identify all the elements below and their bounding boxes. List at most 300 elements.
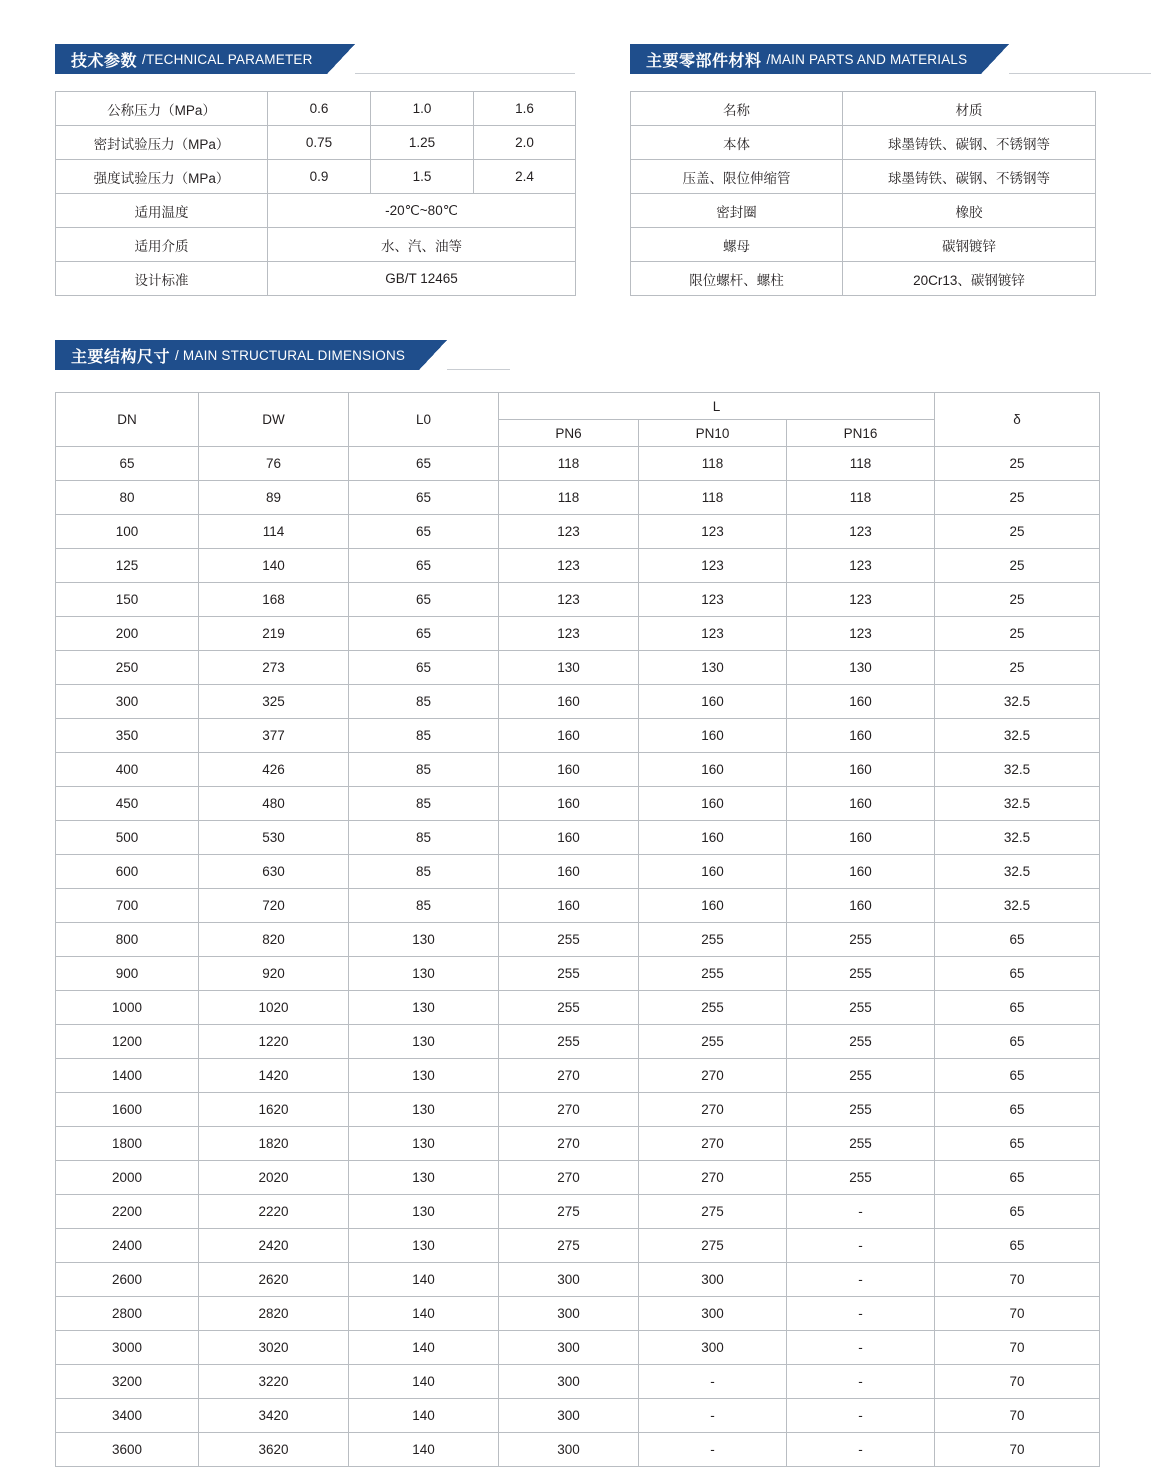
dim-l-pn16: 118 [787,447,935,481]
dim-col-dw: DW [199,393,349,447]
table-row [56,1229,1100,1263]
dim-l-pn10: 275 [639,1229,787,1263]
dim-l-pn10: 130 [639,651,787,685]
dim-dw: 3420 [199,1399,349,1433]
dim-l-pn6: 118 [499,481,639,515]
dim-col-pn6: PN6 [499,420,639,447]
dim-l-pn16: 160 [787,855,935,889]
dim-l-pn16: - [787,1433,935,1467]
table-row [56,194,576,228]
dim-col-l: L [499,393,935,420]
technical-row-label: 适用介质 [56,228,268,262]
materials-header [630,44,1151,74]
dim-delta: 32.5 [935,821,1100,855]
dim-dn: 65 [56,447,199,481]
dim-dw: 2620 [199,1263,349,1297]
table-row [56,126,576,160]
dim-l-pn6: 275 [499,1229,639,1263]
dim-l0: 130 [349,923,499,957]
dim-l-pn6: 160 [499,855,639,889]
table-row [56,651,1100,685]
dim-dw: 480 [199,787,349,821]
material-part-material: 橡胶 [843,194,1096,228]
header-rule [355,73,575,74]
dim-dn: 1400 [56,1059,199,1093]
material-part-material: 碳钢镀锌 [843,228,1096,262]
technical-row-value: 1.6 [474,92,576,126]
dim-delta: 65 [935,1093,1100,1127]
dim-dw: 1420 [199,1059,349,1093]
dim-l-pn6: 160 [499,787,639,821]
dim-l-pn6: 160 [499,753,639,787]
table-row [56,1399,1100,1433]
dim-dn: 300 [56,685,199,719]
table-row [56,1433,1100,1467]
dim-l-pn6: 270 [499,1059,639,1093]
technical-row-label: 适用温度 [56,194,268,228]
dim-dn: 2400 [56,1229,199,1263]
dim-delta: 25 [935,583,1100,617]
dim-l-pn16: 255 [787,991,935,1025]
dim-l-pn6: 270 [499,1093,639,1127]
dim-l-pn6: 255 [499,957,639,991]
dim-delta: 32.5 [935,685,1100,719]
dim-dn: 1000 [56,991,199,1025]
dim-col-delta: δ [935,393,1100,447]
dimensions-header-row-main [56,393,1100,420]
table-row [56,719,1100,753]
header-bar-slant [981,44,1009,74]
dim-dn: 150 [56,583,199,617]
dim-dn: 3400 [56,1399,199,1433]
dim-l-pn6: 255 [499,991,639,1025]
dim-l0: 85 [349,889,499,923]
material-part-name: 限位螺杆、螺柱 [631,262,843,296]
dim-delta: 32.5 [935,855,1100,889]
table-row [56,1127,1100,1161]
table-row [56,617,1100,651]
dim-dn: 1800 [56,1127,199,1161]
table-row [56,685,1100,719]
top-section-row [0,44,1151,296]
table-row [56,855,1100,889]
table-row [56,515,1100,549]
dim-delta: 65 [935,1161,1100,1195]
table-row [56,92,576,126]
dim-l-pn10: 160 [639,855,787,889]
dim-dn: 1200 [56,1025,199,1059]
technical-parameter-header-bar [55,44,327,74]
dim-l-pn16: 255 [787,1127,935,1161]
dim-col-pn10: PN10 [639,420,787,447]
dim-dn: 2000 [56,1161,199,1195]
dim-delta: 70 [935,1433,1100,1467]
dim-l-pn6: 118 [499,447,639,481]
dim-l0: 130 [349,1093,499,1127]
dim-delta: 32.5 [935,787,1100,821]
table-row [56,1331,1100,1365]
dim-dw: 219 [199,617,349,651]
dim-l-pn6: 300 [499,1263,639,1297]
dim-dn: 700 [56,889,199,923]
header-rule [447,369,510,370]
dim-l0: 85 [349,787,499,821]
table-row [56,923,1100,957]
technical-parameter-header [55,44,575,74]
dim-l0: 130 [349,1059,499,1093]
dim-l-pn10: - [639,1399,787,1433]
dim-l-pn10: 255 [639,1025,787,1059]
dim-dn: 3000 [56,1331,199,1365]
dim-l-pn10: - [639,1433,787,1467]
dim-l-pn16: 118 [787,481,935,515]
dim-l-pn16: 255 [787,923,935,957]
dim-l-pn6: 300 [499,1433,639,1467]
dim-dn: 900 [56,957,199,991]
dim-l-pn16: - [787,1195,935,1229]
dim-delta: 25 [935,617,1100,651]
dim-l-pn6: 160 [499,889,639,923]
dim-l0: 65 [349,447,499,481]
table-row [56,821,1100,855]
material-part-name: 本体 [631,126,843,160]
dim-l-pn10: 123 [639,583,787,617]
dim-l-pn6: 270 [499,1127,639,1161]
dim-l0: 140 [349,1365,499,1399]
dim-l-pn16: 160 [787,821,935,855]
technical-row-value: 0.6 [268,92,371,126]
dim-delta: 65 [935,923,1100,957]
dim-l-pn16: 130 [787,651,935,685]
materials-col-name: 名称 [631,92,843,126]
dim-dw: 2220 [199,1195,349,1229]
material-part-material: 20Cr13、碳钢镀锌 [843,262,1096,296]
dim-l-pn16: 255 [787,1093,935,1127]
dim-l-pn10: 118 [639,481,787,515]
table-row [56,991,1100,1025]
dim-l-pn10: 300 [639,1263,787,1297]
table-row [56,1195,1100,1229]
table-row [56,1263,1100,1297]
table-row [56,1161,1100,1195]
dim-l0: 65 [349,515,499,549]
dim-dw: 720 [199,889,349,923]
dim-l0: 130 [349,1127,499,1161]
technical-row-value: 1.0 [371,92,474,126]
dim-dw: 76 [199,447,349,481]
dim-l0: 65 [349,617,499,651]
table-row [631,262,1096,296]
dim-l-pn10: 118 [639,447,787,481]
dim-l-pn10: 160 [639,787,787,821]
dim-l-pn6: 160 [499,719,639,753]
dim-dw: 2420 [199,1229,349,1263]
dim-dw: 1620 [199,1093,349,1127]
dim-dn: 1600 [56,1093,199,1127]
dim-l-pn10: 160 [639,753,787,787]
materials-table-header-row [631,92,1096,126]
dim-l-pn6: 300 [499,1331,639,1365]
dim-delta: 70 [935,1331,1100,1365]
dim-l0: 130 [349,1195,499,1229]
dim-dw: 89 [199,481,349,515]
dim-delta: 70 [935,1365,1100,1399]
technical-row-value: 0.75 [268,126,371,160]
dim-delta: 65 [935,1229,1100,1263]
dim-l-pn10: 255 [639,957,787,991]
dimensions-header-bar [55,340,419,370]
dim-l-pn16: 123 [787,617,935,651]
technical-parameter-title-cn: 技术参数 [71,52,138,70]
technical-row-value: 水、汽、油等 [268,228,576,262]
header-bar-slant [327,44,355,74]
table-row [56,447,1100,481]
dim-l-pn10: 123 [639,549,787,583]
dim-delta: 65 [935,1059,1100,1093]
technical-row-value: -20℃~80℃ [268,194,576,228]
dim-l-pn16: - [787,1297,935,1331]
dim-dn: 100 [56,515,199,549]
dim-l0: 140 [349,1433,499,1467]
dim-l-pn10: 270 [639,1127,787,1161]
materials-table [630,91,1096,296]
dim-l0: 140 [349,1399,499,1433]
technical-row-value: 1.25 [371,126,474,160]
header-bar-slant [419,340,447,370]
dim-l-pn16: 123 [787,515,935,549]
dim-l-pn6: 255 [499,1025,639,1059]
table-row [56,1059,1100,1093]
dim-dw: 1220 [199,1025,349,1059]
dim-col-pn16: PN16 [787,420,935,447]
dim-l0: 85 [349,855,499,889]
dim-l-pn16: 123 [787,549,935,583]
dim-l-pn6: 275 [499,1195,639,1229]
dim-l-pn16: 160 [787,719,935,753]
dim-delta: 70 [935,1297,1100,1331]
dimensions-title-en: / MAIN STRUCTURAL DIMENSIONS [175,347,406,363]
dim-l-pn16: - [787,1365,935,1399]
table-row [631,160,1096,194]
table-row [631,194,1096,228]
dimensions-table [55,392,1100,1467]
dim-l0: 85 [349,753,499,787]
dim-l0: 85 [349,685,499,719]
dim-l-pn10: 123 [639,515,787,549]
dim-dn: 400 [56,753,199,787]
dim-col-l0: L0 [349,393,499,447]
table-row [56,1093,1100,1127]
dim-l-pn6: 123 [499,617,639,651]
dim-l0: 130 [349,1025,499,1059]
dim-delta: 25 [935,447,1100,481]
dim-dw: 1820 [199,1127,349,1161]
technical-parameter-table [55,91,576,296]
dim-dn: 200 [56,617,199,651]
dim-l-pn6: 123 [499,583,639,617]
dim-l-pn16: 160 [787,787,935,821]
dim-dn: 2800 [56,1297,199,1331]
table-row [56,228,576,262]
dim-dw: 168 [199,583,349,617]
dim-dn: 80 [56,481,199,515]
dim-l0: 140 [349,1263,499,1297]
dim-dw: 2820 [199,1297,349,1331]
dim-l-pn6: 270 [499,1161,639,1195]
dim-dw: 114 [199,515,349,549]
materials-column [575,44,1151,296]
dim-delta: 65 [935,1025,1100,1059]
dim-l-pn6: 300 [499,1297,639,1331]
dim-dw: 1020 [199,991,349,1025]
dim-dn: 3600 [56,1433,199,1467]
dim-dw: 3620 [199,1433,349,1467]
dim-dn: 800 [56,923,199,957]
dim-l0: 140 [349,1331,499,1365]
dim-dw: 820 [199,923,349,957]
dim-dn: 600 [56,855,199,889]
dim-dn: 250 [56,651,199,685]
technical-row-value: 1.5 [371,160,474,194]
table-row [56,1025,1100,1059]
dim-l0: 140 [349,1297,499,1331]
dim-l-pn10: 160 [639,685,787,719]
dim-dn: 450 [56,787,199,821]
dim-l-pn16: 255 [787,957,935,991]
dim-l-pn6: 123 [499,515,639,549]
dim-dw: 273 [199,651,349,685]
table-row [56,957,1100,991]
dim-l0: 130 [349,957,499,991]
dim-l-pn10: 160 [639,889,787,923]
dim-dn: 2600 [56,1263,199,1297]
dim-l0: 65 [349,549,499,583]
dim-delta: 65 [935,1195,1100,1229]
dim-dw: 140 [199,549,349,583]
table-row [56,787,1100,821]
dim-l-pn10: 300 [639,1297,787,1331]
dim-l-pn6: 300 [499,1399,639,1433]
dim-l-pn10: - [639,1365,787,1399]
dim-l-pn6: 160 [499,821,639,855]
material-part-name: 密封圈 [631,194,843,228]
dim-l-pn10: 255 [639,991,787,1025]
table-row [56,160,576,194]
dim-l-pn16: 160 [787,685,935,719]
dim-dw: 630 [199,855,349,889]
dim-delta: 65 [935,957,1100,991]
dim-l-pn16: 160 [787,889,935,923]
technical-parameter-column [0,44,575,296]
dim-dw: 920 [199,957,349,991]
dim-dw: 2020 [199,1161,349,1195]
table-row [56,583,1100,617]
dim-delta: 70 [935,1399,1100,1433]
table-row [56,262,576,296]
materials-title-cn: 主要零部件材料 [646,52,762,70]
technical-row-label: 公称压力（MPa） [56,92,268,126]
dim-l-pn6: 160 [499,685,639,719]
dim-l-pn16: - [787,1399,935,1433]
dim-dw: 3020 [199,1331,349,1365]
dim-l0: 85 [349,719,499,753]
material-part-material: 球墨铸铁、碳钢、不锈钢等 [843,160,1096,194]
dim-l-pn6: 255 [499,923,639,957]
table-row [631,228,1096,262]
material-part-name: 压盖、限位伸缩管 [631,160,843,194]
materials-header-bar [630,44,981,74]
dim-l0: 85 [349,821,499,855]
dim-l-pn10: 123 [639,617,787,651]
dim-delta: 25 [935,481,1100,515]
materials-col-material: 材质 [843,92,1096,126]
dim-l-pn16: - [787,1229,935,1263]
dimensions-header [55,340,510,370]
materials-title-en: /MAIN PARTS AND MATERIALS [766,51,968,67]
dim-l-pn16: 255 [787,1025,935,1059]
dim-dw: 325 [199,685,349,719]
dimensions-title-cn: 主要结构尺寸 [71,348,171,366]
dim-delta: 32.5 [935,889,1100,923]
dim-dn: 2200 [56,1195,199,1229]
dim-l-pn10: 270 [639,1059,787,1093]
dim-dw: 3220 [199,1365,349,1399]
technical-row-value: 2.4 [474,160,576,194]
dim-l-pn6: 300 [499,1365,639,1399]
dim-l-pn16: - [787,1263,935,1297]
dim-l-pn16: 255 [787,1161,935,1195]
table-row [56,1297,1100,1331]
dim-l0: 130 [349,1229,499,1263]
dim-delta: 65 [935,1127,1100,1161]
dim-delta: 25 [935,549,1100,583]
dim-l0: 130 [349,1161,499,1195]
dim-dn: 500 [56,821,199,855]
table-row [631,126,1096,160]
dim-l-pn10: 255 [639,923,787,957]
technical-row-value: GB/T 12465 [268,262,576,296]
dim-dn: 350 [56,719,199,753]
dim-col-dn: DN [56,393,199,447]
dim-l-pn6: 130 [499,651,639,685]
dim-delta: 25 [935,515,1100,549]
dim-l-pn6: 123 [499,549,639,583]
technical-row-value: 2.0 [474,126,576,160]
technical-row-value: 0.9 [268,160,371,194]
dim-delta: 65 [935,991,1100,1025]
dim-l-pn16: 160 [787,753,935,787]
material-part-material: 球墨铸铁、碳钢、不锈钢等 [843,126,1096,160]
table-row [56,753,1100,787]
technical-row-label: 密封试验压力（MPa） [56,126,268,160]
dim-l-pn10: 160 [639,821,787,855]
dim-delta: 70 [935,1263,1100,1297]
dim-l0: 65 [349,583,499,617]
dim-dw: 377 [199,719,349,753]
dim-l0: 65 [349,651,499,685]
dim-l0: 130 [349,991,499,1025]
dim-l-pn10: 300 [639,1331,787,1365]
material-part-name: 螺母 [631,228,843,262]
table-row [56,889,1100,923]
dim-l-pn10: 270 [639,1093,787,1127]
table-row [56,549,1100,583]
dim-l-pn16: - [787,1331,935,1365]
dim-delta: 25 [935,651,1100,685]
dim-l0: 65 [349,481,499,515]
dim-l-pn10: 270 [639,1161,787,1195]
header-rule [1009,73,1151,74]
